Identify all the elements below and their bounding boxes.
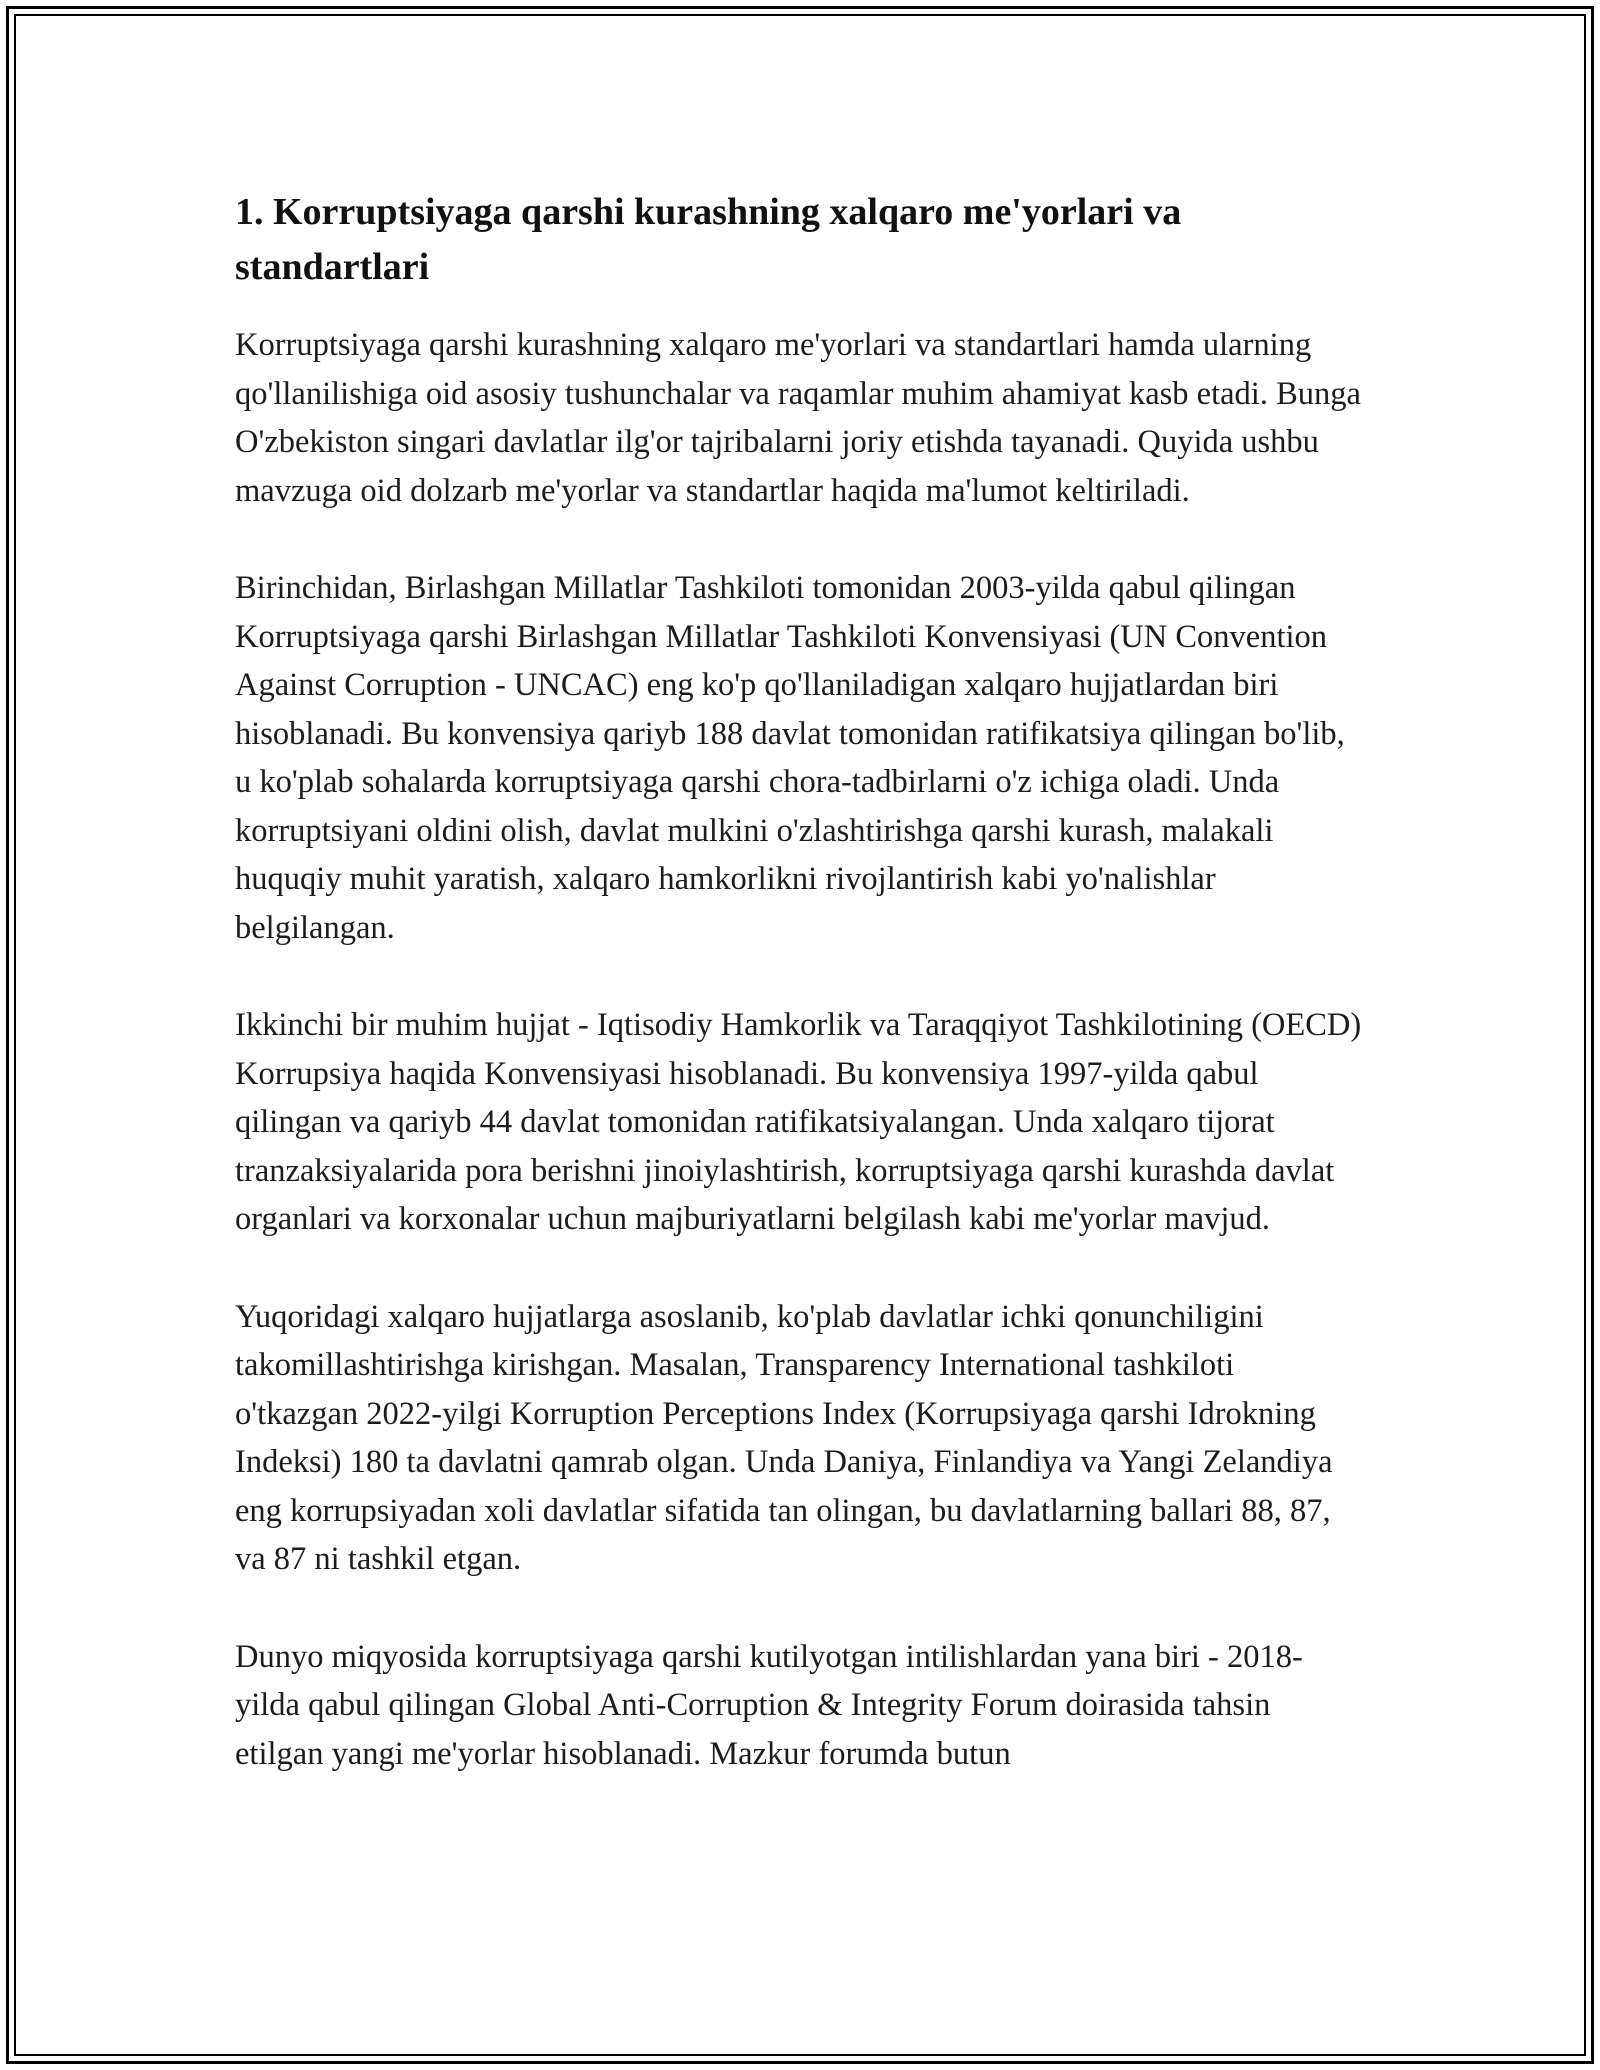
- document-body: [235, 185, 1365, 1827]
- paragraph-transparency-index: Yuqoridagi xalqaro hujjatlarga asoslanib, ko'plab davlatlar ichki qonunchiligini takomillashtirishga kirishgan. Masalan, Transparency International tashkiloti o'tkazgan 2022-yilgi Korruption Perceptions Index (Korrupsiyaga qarshi Idrokning Indeksi) 180 ta davlatni qamrab olgan. Unda Daniya, Finlandiya va Yangi Zelandiya eng korrupsiyadan xoli davlatlar sifatida tan olingan, bu davlatlarning ballari 88, 87, va 87 ni tashkil etgan.: [235, 1298, 1333, 1577]
- paragraph-oecd: Ikkinchi bir muhim hujjat - Iqtisodiy Hamkorlik va Taraqqiyot Tashkilotining (OECD) Korrupsiya haqida Konvensiyasi hisoblanadi. Bu konvensiya 1997-yilda qabul qilingan va qariyb 44 davlat tomonidan ratifikatsiyalangan. Unda xalqaro tijorat tranzaksiyalarida pora berishni jinoiylashtirish, korruptsiyaga qarshi kurashda davlat organlari va korxonalar uchun majburiyatlarni belgilash kabi me'yorlar mavjud.: [235, 1007, 1362, 1237]
- paragraph-uncac: Birinchidan, Birlashgan Millatlar Tashkiloti tomonidan 2003-yilda qabul qilingan Korruptsiyaga qarshi Birlashgan Millatlar Tashkiloti Konvensiyasi (UN Convention Against Corruption - UNCAC) eng ko'p qo'llaniladigan xalqaro hujjatlardan biri hisoblanadi. Bu konvensiya qariyb 188 davlat tomonidan ratifikatsiya qilingan bo'lib, u ko'plab sohalarda korruptsiyaga qarshi chora-tadbirlarni o'z ichiga oladi. Unda korruptsiyani oldini olish, davlat mulkini o'zlashtirishga qarshi kurash, malakali huquqiy muhit yaratish, xalqaro hamkorlikni rivojlantirish kabi yo'nalishlar belgilangan.: [235, 570, 1345, 946]
- paragraph-global-forum: Dunyo miqyosida korruptsiyaga qarshi kutilyotgan intilishlardan yana biri - 2018-yilda qabul qilingan Global Anti-Corruption & Integrity Forum doirasida tahsin etilgan yangi me'yorlar hisoblanadi. Mazkur forumda butun: [235, 1638, 1303, 1772]
- section-heading: 1. Korruptsiyaga qarshi kurashning xalqaro me'yorlari va standartlari: [235, 191, 1182, 288]
- paragraph-intro: Korruptsiyaga qarshi kurashning xalqaro me'yorlari va standartlari hamda ularning qo'llanilishiga oid asosiy tushunchalar va raqamlar muhim ahamiyat kasb etadi. Bunga O'zbekiston singari davlatlar ilg'or tajribalarni joriy etishda tayanadi. Quyida ushbu mavzuga oid dolzarb me'yorlar va standartlar haqida ma'lumot keltiriladi.: [235, 327, 1361, 509]
